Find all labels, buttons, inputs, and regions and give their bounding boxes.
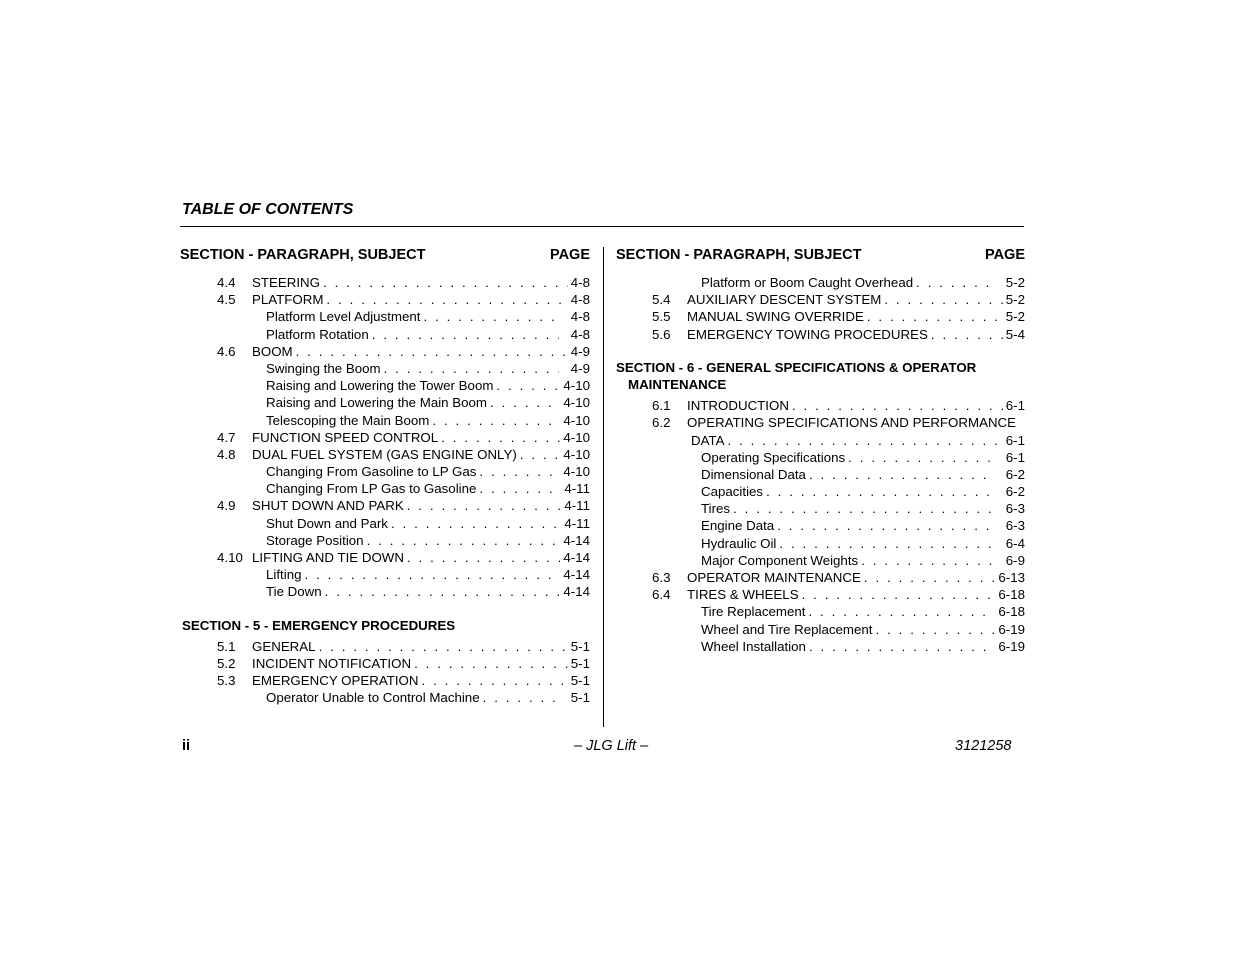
entry-page: 6-3 bbox=[1005, 518, 1025, 534]
dot-leader bbox=[367, 532, 559, 549]
entry-title: MANUAL SWING OVERRIDE bbox=[687, 309, 864, 325]
entry-number: 4.4 bbox=[217, 275, 236, 290]
dot-leader bbox=[319, 638, 568, 655]
dot-leader bbox=[766, 483, 994, 500]
entry-title: Wheel and Tire Replacement bbox=[701, 621, 873, 637]
dot-leader bbox=[728, 432, 1003, 449]
entry-title: OPERATING SPECIFICATIONS AND PERFORMANCE bbox=[687, 415, 1017, 431]
entry-title: LIFTING AND TIE DOWN bbox=[252, 550, 404, 565]
toc-subentry[interactable] bbox=[616, 638, 1025, 655]
dot-leader bbox=[441, 429, 560, 446]
entry-number: 4.8 bbox=[217, 446, 236, 462]
toc-entry[interactable] bbox=[180, 672, 590, 689]
dot-leader bbox=[391, 515, 559, 532]
entry-number: 4.7 bbox=[217, 429, 236, 445]
entry-page: 6-9 bbox=[1005, 552, 1025, 568]
dot-leader bbox=[792, 397, 1003, 414]
toc-entry[interactable] bbox=[180, 343, 590, 360]
entry-title: Tires bbox=[701, 501, 731, 517]
dot-leader bbox=[479, 480, 559, 497]
dot-leader bbox=[490, 394, 559, 411]
entry-page: 6-3 bbox=[1005, 501, 1025, 517]
entry-title: BOOM bbox=[252, 343, 293, 359]
entry-title: PLATFORM bbox=[252, 292, 324, 308]
dot-leader bbox=[931, 326, 1003, 343]
entry-title: Operator Unable to Control Machine bbox=[266, 690, 480, 706]
entry-title: INCIDENT NOTIFICATION bbox=[252, 655, 412, 671]
entry-title: Platform or Boom Caught Overhead bbox=[701, 275, 914, 290]
dot-leader bbox=[809, 638, 994, 655]
entry-number: 5.5 bbox=[652, 309, 671, 325]
entry-page: 5-2 bbox=[1005, 309, 1025, 325]
dot-leader bbox=[325, 583, 559, 600]
column-header bbox=[616, 245, 1025, 265]
entry-number: 4.9 bbox=[217, 498, 236, 514]
entry-page: 6-18 bbox=[998, 587, 1025, 603]
entry-number: 5.3 bbox=[217, 673, 236, 689]
entry-page: 5-4 bbox=[1005, 326, 1025, 342]
entry-page: 4-14 bbox=[563, 532, 590, 548]
dot-leader bbox=[384, 360, 559, 377]
entry-title: Changing From LP Gas to Gasoline bbox=[266, 481, 477, 497]
entry-title: INTRODUCTION bbox=[687, 398, 789, 414]
toc-subentry[interactable] bbox=[180, 377, 590, 394]
entry-page: 6-13 bbox=[998, 570, 1025, 586]
entry-title: Engine Data bbox=[701, 518, 775, 534]
dot-leader bbox=[407, 549, 560, 566]
entry-page: 5-2 bbox=[1005, 292, 1025, 308]
entry-title: DUAL FUEL SYSTEM (GAS ENGINE ONLY) bbox=[252, 446, 517, 462]
entry-page: 4-14 bbox=[563, 567, 590, 583]
toc-entry[interactable] bbox=[616, 586, 1025, 603]
entry-page: 6-2 bbox=[1005, 466, 1025, 482]
footer-publisher: – JLG Lift – bbox=[574, 738, 649, 754]
dot-leader bbox=[808, 603, 994, 620]
entry-page: 6-1 bbox=[1005, 449, 1025, 465]
entry-number: 4.5 bbox=[217, 292, 236, 308]
dot-leader bbox=[304, 566, 559, 583]
toc-entry[interactable] bbox=[616, 308, 1025, 325]
dot-leader bbox=[733, 500, 994, 517]
entry-page: 6-2 bbox=[1005, 484, 1025, 500]
dot-leader bbox=[916, 274, 994, 291]
entry-page: 4-9 bbox=[570, 360, 590, 376]
entry-title: Raising and Lowering the Tower Boom bbox=[266, 378, 494, 394]
entry-number: 4.6 bbox=[217, 343, 236, 359]
dot-leader bbox=[423, 308, 559, 325]
entry-page: 4-11 bbox=[564, 498, 590, 514]
toc-entry[interactable] bbox=[616, 291, 1025, 308]
entry-number: 5.4 bbox=[652, 292, 671, 308]
entry-title: Raising and Lowering the Main Boom bbox=[266, 395, 488, 411]
dot-leader bbox=[496, 377, 559, 394]
dot-leader bbox=[479, 463, 559, 480]
entry-title: AUXILIARY DESCENT SYSTEM bbox=[687, 292, 882, 308]
entry-page: 6-4 bbox=[1005, 535, 1025, 551]
entry-page: 4-8 bbox=[570, 326, 590, 342]
entry-title: TIRES & WHEELS bbox=[687, 587, 799, 603]
toc-entry[interactable] bbox=[180, 446, 590, 463]
entry-title: Lifting bbox=[266, 567, 302, 583]
entry-number: 6.2 bbox=[652, 415, 671, 431]
toc-subentry[interactable] bbox=[180, 515, 590, 532]
toc-entry[interactable] bbox=[616, 397, 1025, 414]
entry-title: Tie Down bbox=[266, 584, 322, 600]
entry-page: 5-1 bbox=[570, 673, 590, 689]
entry-title: Telescoping the Main Boom bbox=[266, 412, 430, 428]
column-header-page: PAGE bbox=[984, 247, 1025, 263]
toc-subentry[interactable] bbox=[616, 621, 1025, 638]
toc-entry[interactable] bbox=[616, 326, 1025, 343]
entry-title: Shut Down and Park bbox=[266, 515, 388, 531]
dot-leader bbox=[483, 689, 559, 706]
toc-subentry[interactable] bbox=[180, 583, 590, 600]
entry-page: 6-18 bbox=[998, 604, 1025, 620]
toc-subentry[interactable] bbox=[616, 274, 1025, 291]
section-heading[interactable] bbox=[616, 359, 1025, 393]
entry-number: 5.6 bbox=[652, 326, 671, 342]
column-divider bbox=[603, 247, 604, 727]
entry-page: 4-10 bbox=[563, 446, 590, 462]
entry-number: 6.3 bbox=[652, 570, 671, 586]
entry-page: 4-10 bbox=[563, 429, 590, 445]
toc-entry[interactable] bbox=[180, 291, 590, 308]
entry-title: OPERATOR MAINTENANCE bbox=[687, 570, 861, 586]
entry-title: SHUT DOWN AND PARK bbox=[252, 498, 404, 514]
entry-page: 5-1 bbox=[570, 655, 590, 671]
toc-subentry[interactable] bbox=[616, 603, 1025, 620]
section-heading-line: SECTION - 6 - GENERAL SPECIFICATIONS & OPERATOR bbox=[616, 359, 977, 375]
dot-leader bbox=[779, 535, 994, 552]
entry-page: 4-8 bbox=[570, 275, 590, 290]
entry-title: GENERAL bbox=[252, 638, 316, 654]
entry-number: 5.1 bbox=[217, 638, 236, 654]
toc-entry[interactable] bbox=[616, 569, 1025, 586]
entry-page: 4-11 bbox=[564, 515, 590, 531]
section-heading-line: MAINTENANCE bbox=[628, 376, 727, 392]
entry-page: 4-10 bbox=[563, 464, 590, 480]
toc-subentry[interactable] bbox=[616, 552, 1025, 569]
toc-entry[interactable] bbox=[616, 414, 1025, 431]
dot-leader bbox=[777, 517, 994, 534]
dot-leader bbox=[407, 497, 562, 514]
entry-page: 4-10 bbox=[563, 412, 590, 428]
dot-leader bbox=[848, 449, 994, 466]
entry-title: Platform Rotation bbox=[266, 326, 369, 342]
entry-title: Changing From Gasoline to LP Gas bbox=[266, 464, 477, 480]
toc-subentry[interactable] bbox=[180, 566, 590, 583]
dot-leader bbox=[875, 621, 994, 638]
toc-subentry[interactable] bbox=[180, 463, 590, 480]
toc-column-left bbox=[180, 245, 590, 707]
toc-subentry[interactable] bbox=[180, 360, 590, 377]
dot-leader bbox=[432, 412, 559, 429]
toc-subentry[interactable] bbox=[180, 532, 590, 549]
dot-leader bbox=[884, 291, 1002, 308]
dot-leader bbox=[326, 291, 567, 308]
dot-leader bbox=[867, 308, 1003, 325]
entry-title: EMERGENCY TOWING PROCEDURES bbox=[687, 326, 928, 342]
page-title: TABLE OF CONTENTS bbox=[182, 201, 354, 218]
toc-entry[interactable] bbox=[180, 549, 590, 566]
dot-leader bbox=[520, 446, 561, 463]
entry-page: 6-19 bbox=[998, 638, 1025, 654]
entry-title: Capacities bbox=[701, 484, 764, 500]
entry-page: 4-8 bbox=[570, 292, 590, 308]
entry-title: DATA bbox=[691, 432, 725, 448]
column-header-page: PAGE bbox=[549, 247, 590, 263]
dot-leader bbox=[809, 466, 994, 483]
footer-page-number: ii bbox=[182, 738, 191, 754]
entry-title: EMERGENCY OPERATION bbox=[252, 673, 419, 689]
entry-title: Hydraulic Oil bbox=[701, 535, 777, 551]
entry-page: 4-11 bbox=[564, 481, 590, 497]
dot-leader bbox=[421, 672, 567, 689]
toc-entry-continuation[interactable] bbox=[616, 432, 1025, 449]
toc-subentry[interactable] bbox=[180, 412, 590, 429]
toc-column-right bbox=[616, 245, 1025, 655]
entry-number: 5.2 bbox=[217, 655, 236, 671]
entry-title: FUNCTION SPEED CONTROL bbox=[252, 429, 439, 445]
entry-title: Dimensional Data bbox=[701, 466, 806, 482]
entry-page: 4-8 bbox=[570, 309, 590, 325]
title-rule bbox=[180, 226, 1024, 227]
entry-page: 6-1 bbox=[1005, 398, 1025, 414]
toc-subentry[interactable] bbox=[616, 500, 1025, 517]
entry-page: 5-2 bbox=[1005, 275, 1025, 290]
column-header-subject: SECTION - PARAGRAPH, SUBJECT bbox=[616, 247, 862, 263]
entry-title: Operating Specifications bbox=[701, 449, 846, 465]
dot-leader bbox=[864, 569, 996, 586]
dot-leader bbox=[296, 343, 568, 360]
entry-title: Swinging the Boom bbox=[266, 360, 381, 376]
toc-subentry[interactable] bbox=[180, 308, 590, 325]
toc-subentry[interactable] bbox=[616, 483, 1025, 500]
column-header bbox=[180, 245, 590, 265]
entry-title: Platform Level Adjustment bbox=[266, 309, 421, 325]
dot-leader bbox=[861, 552, 994, 569]
toc-entry[interactable] bbox=[180, 638, 590, 655]
entry-page: 4-14 bbox=[563, 584, 590, 600]
footer-doc-number: 3121258 bbox=[955, 738, 1012, 754]
entry-page: 4-10 bbox=[563, 395, 590, 411]
dot-leader bbox=[414, 655, 568, 672]
section-heading[interactable]: SECTION - 5 - EMERGENCY PROCEDURES bbox=[182, 617, 456, 633]
toc-subentry[interactable] bbox=[180, 480, 590, 497]
entry-title: Tire Replacement bbox=[701, 604, 806, 620]
dot-leader bbox=[802, 586, 996, 603]
entry-number: 4.10 bbox=[217, 550, 243, 565]
toc-entry[interactable] bbox=[180, 655, 590, 672]
entry-page: 5-1 bbox=[570, 638, 590, 654]
toc-subentry[interactable] bbox=[616, 449, 1025, 466]
entry-page: 4-10 bbox=[563, 378, 590, 394]
entry-page: 4-14 bbox=[563, 550, 590, 565]
dot-leader bbox=[323, 274, 568, 291]
entry-page: 6-1 bbox=[1005, 432, 1025, 448]
entry-title: Storage Position bbox=[266, 532, 364, 548]
toc-subentry[interactable] bbox=[180, 394, 590, 411]
entry-page: 4-9 bbox=[570, 343, 590, 359]
entry-number: 6.1 bbox=[652, 398, 671, 414]
toc-subentry[interactable] bbox=[616, 517, 1025, 534]
dot-leader bbox=[372, 326, 559, 343]
toc-subentry[interactable] bbox=[616, 535, 1025, 552]
toc-subentry[interactable] bbox=[616, 466, 1025, 483]
toc-subentry[interactable] bbox=[180, 326, 590, 343]
entry-title: Major Component Weights bbox=[701, 552, 859, 568]
column-header-subject: SECTION - PARAGRAPH, SUBJECT bbox=[180, 247, 426, 263]
toc-entry[interactable] bbox=[180, 497, 590, 514]
entry-page: 5-1 bbox=[570, 690, 590, 706]
entry-title: STEERING bbox=[252, 275, 320, 290]
toc-subentry[interactable] bbox=[180, 689, 590, 706]
toc-entry[interactable] bbox=[180, 429, 590, 446]
toc-entry[interactable] bbox=[180, 274, 590, 291]
entry-number: 6.4 bbox=[652, 587, 671, 603]
entry-title: Wheel Installation bbox=[701, 638, 806, 654]
entry-page: 6-19 bbox=[998, 621, 1025, 637]
